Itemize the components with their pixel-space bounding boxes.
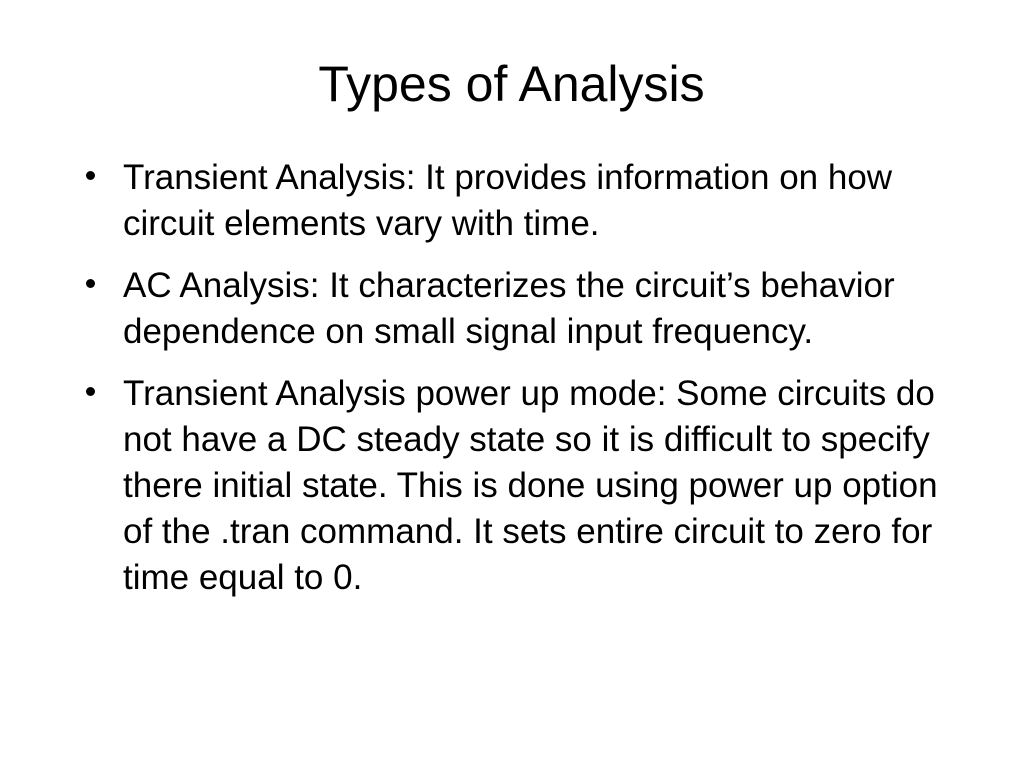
slide-title: Types of Analysis xyxy=(318,56,705,112)
bullet-dot-icon xyxy=(86,387,95,396)
bullet-list xyxy=(84,155,964,617)
bullet-item-power-up-mode xyxy=(84,371,964,601)
bullet-dot-icon xyxy=(86,279,95,288)
bullet-item-ac-analysis xyxy=(84,263,964,355)
bullet-dot-icon xyxy=(86,171,95,180)
bullet-text: Transient Analysis power up mode: Some circuits do not have a DC steady state so it is difficult to specify there initial state. This is done using power up option of the .tran command. It sets entire circuit to zero for time equal to 0. xyxy=(123,374,938,597)
bullet-text: AC Analysis: It characterizes the circuit’s behavior dependence on small signal input frequency. xyxy=(123,266,895,351)
bullet-item-transient-analysis xyxy=(84,155,964,247)
bullet-text: Transient Analysis: It provides information on how circuit elements vary with time. xyxy=(123,158,893,243)
